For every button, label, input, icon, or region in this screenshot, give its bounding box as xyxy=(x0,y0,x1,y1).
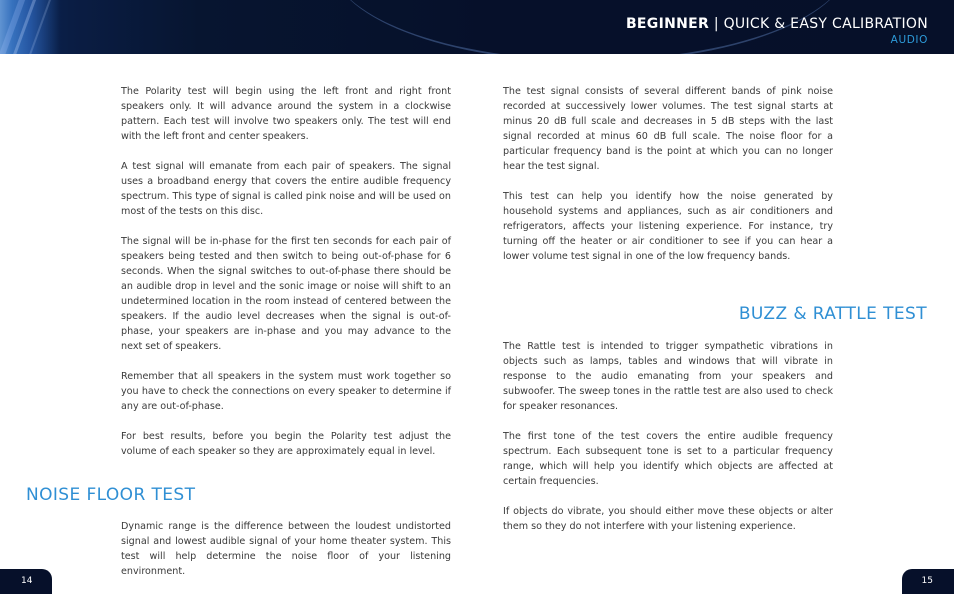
body-paragraph: A test signal will emanate from each pair of speakers. The signal uses a broadband energy that covers the entire audible frequency spectrum. This type of signal is called pink noise and will be used on most of the tests on this disc. xyxy=(121,161,451,217)
body-paragraph: This test can help you identify how the noise generated by household systems and appliances, such as air conditioners and refrigerators, affects your listening experience. For instance, try turning off the heater or air conditioner to see if you can hear a lower volume test signal in one of the low frequency bands. xyxy=(503,191,833,262)
body-paragraph: Dynamic range is the difference between the loudest undistorted signal and lowest audible signal of your home theater system. This test will help determine the noise floor of your listening environment. xyxy=(121,521,451,577)
header-section: AUDIO xyxy=(890,34,928,46)
right-column-top xyxy=(503,84,833,279)
body-paragraph: The signal will be in-phase for the first ten seconds for each pair of speakers being tested and then switch to being out-of-phase for 6 seconds. When the signal switches to out-of-phase there should be an audible drop in level and the sonic image or noise will shift to an undetermined location in the room instead of centered between the speakers. If the audio level decreases when the signal is out-of-phase, your speakers are in-phase and you may advance to the next set of speakers. xyxy=(121,236,451,352)
page-header xyxy=(0,0,954,54)
body-paragraph: Remember that all speakers in the system must work together so you have to check the connections on every speaker to determine if any are out-of-phase. xyxy=(121,371,451,412)
body-paragraph: The first tone of the test covers the entire audible frequency spectrum. Each subsequent tone is set to a particular frequency range, which will help you identify which objects are affected at certain frequencies. xyxy=(503,431,833,487)
left-column xyxy=(121,84,451,474)
noise-floor-body xyxy=(121,519,451,594)
body-paragraph: The test signal consists of several different bands of pink noise recorded at successively lower volumes. The test signal starts at minus 20 dB full scale and decreases in 5 dB steps with the last signal recorded at minus 60 dB full scale. The noise floor for a particular frequency band is the point at which you can no longer hear the test signal. xyxy=(503,86,833,172)
page-number-right: 15 xyxy=(902,569,954,594)
header-separator: | xyxy=(709,16,724,32)
header-title-text: QUICK & EASY CALIBRATION xyxy=(723,16,928,32)
page-number-left: 14 xyxy=(0,569,52,594)
body-paragraph: The Rattle test is intended to trigger sympathetic vibrations in objects such as lamps, tables and windows that will vibrate in response to the audio emanating from your speakers and subwoofer. The sweep tones in the rattle test are also used to check for speaker resonances. xyxy=(503,341,833,412)
body-paragraph: The Polarity test will begin using the left front and right front speakers only. It will advance around the system in a clockwise pattern. Each test will involve two speakers only. The test will end with the left front and center speakers. xyxy=(121,86,451,142)
header-title xyxy=(626,16,928,32)
buzz-rattle-body xyxy=(503,339,833,549)
buzz-rattle-heading: BUZZ & RATTLE TEST xyxy=(738,304,927,324)
noise-floor-heading: NOISE FLOOR TEST xyxy=(26,485,196,505)
body-paragraph: If objects do vibrate, you should either move these objects or alter them so they do not interfere with your listening experience. xyxy=(503,506,833,532)
body-paragraph: For best results, before you begin the Polarity test adjust the volume of each speaker so they are approximately equal in level. xyxy=(121,431,451,457)
header-level: BEGINNER xyxy=(625,16,710,32)
